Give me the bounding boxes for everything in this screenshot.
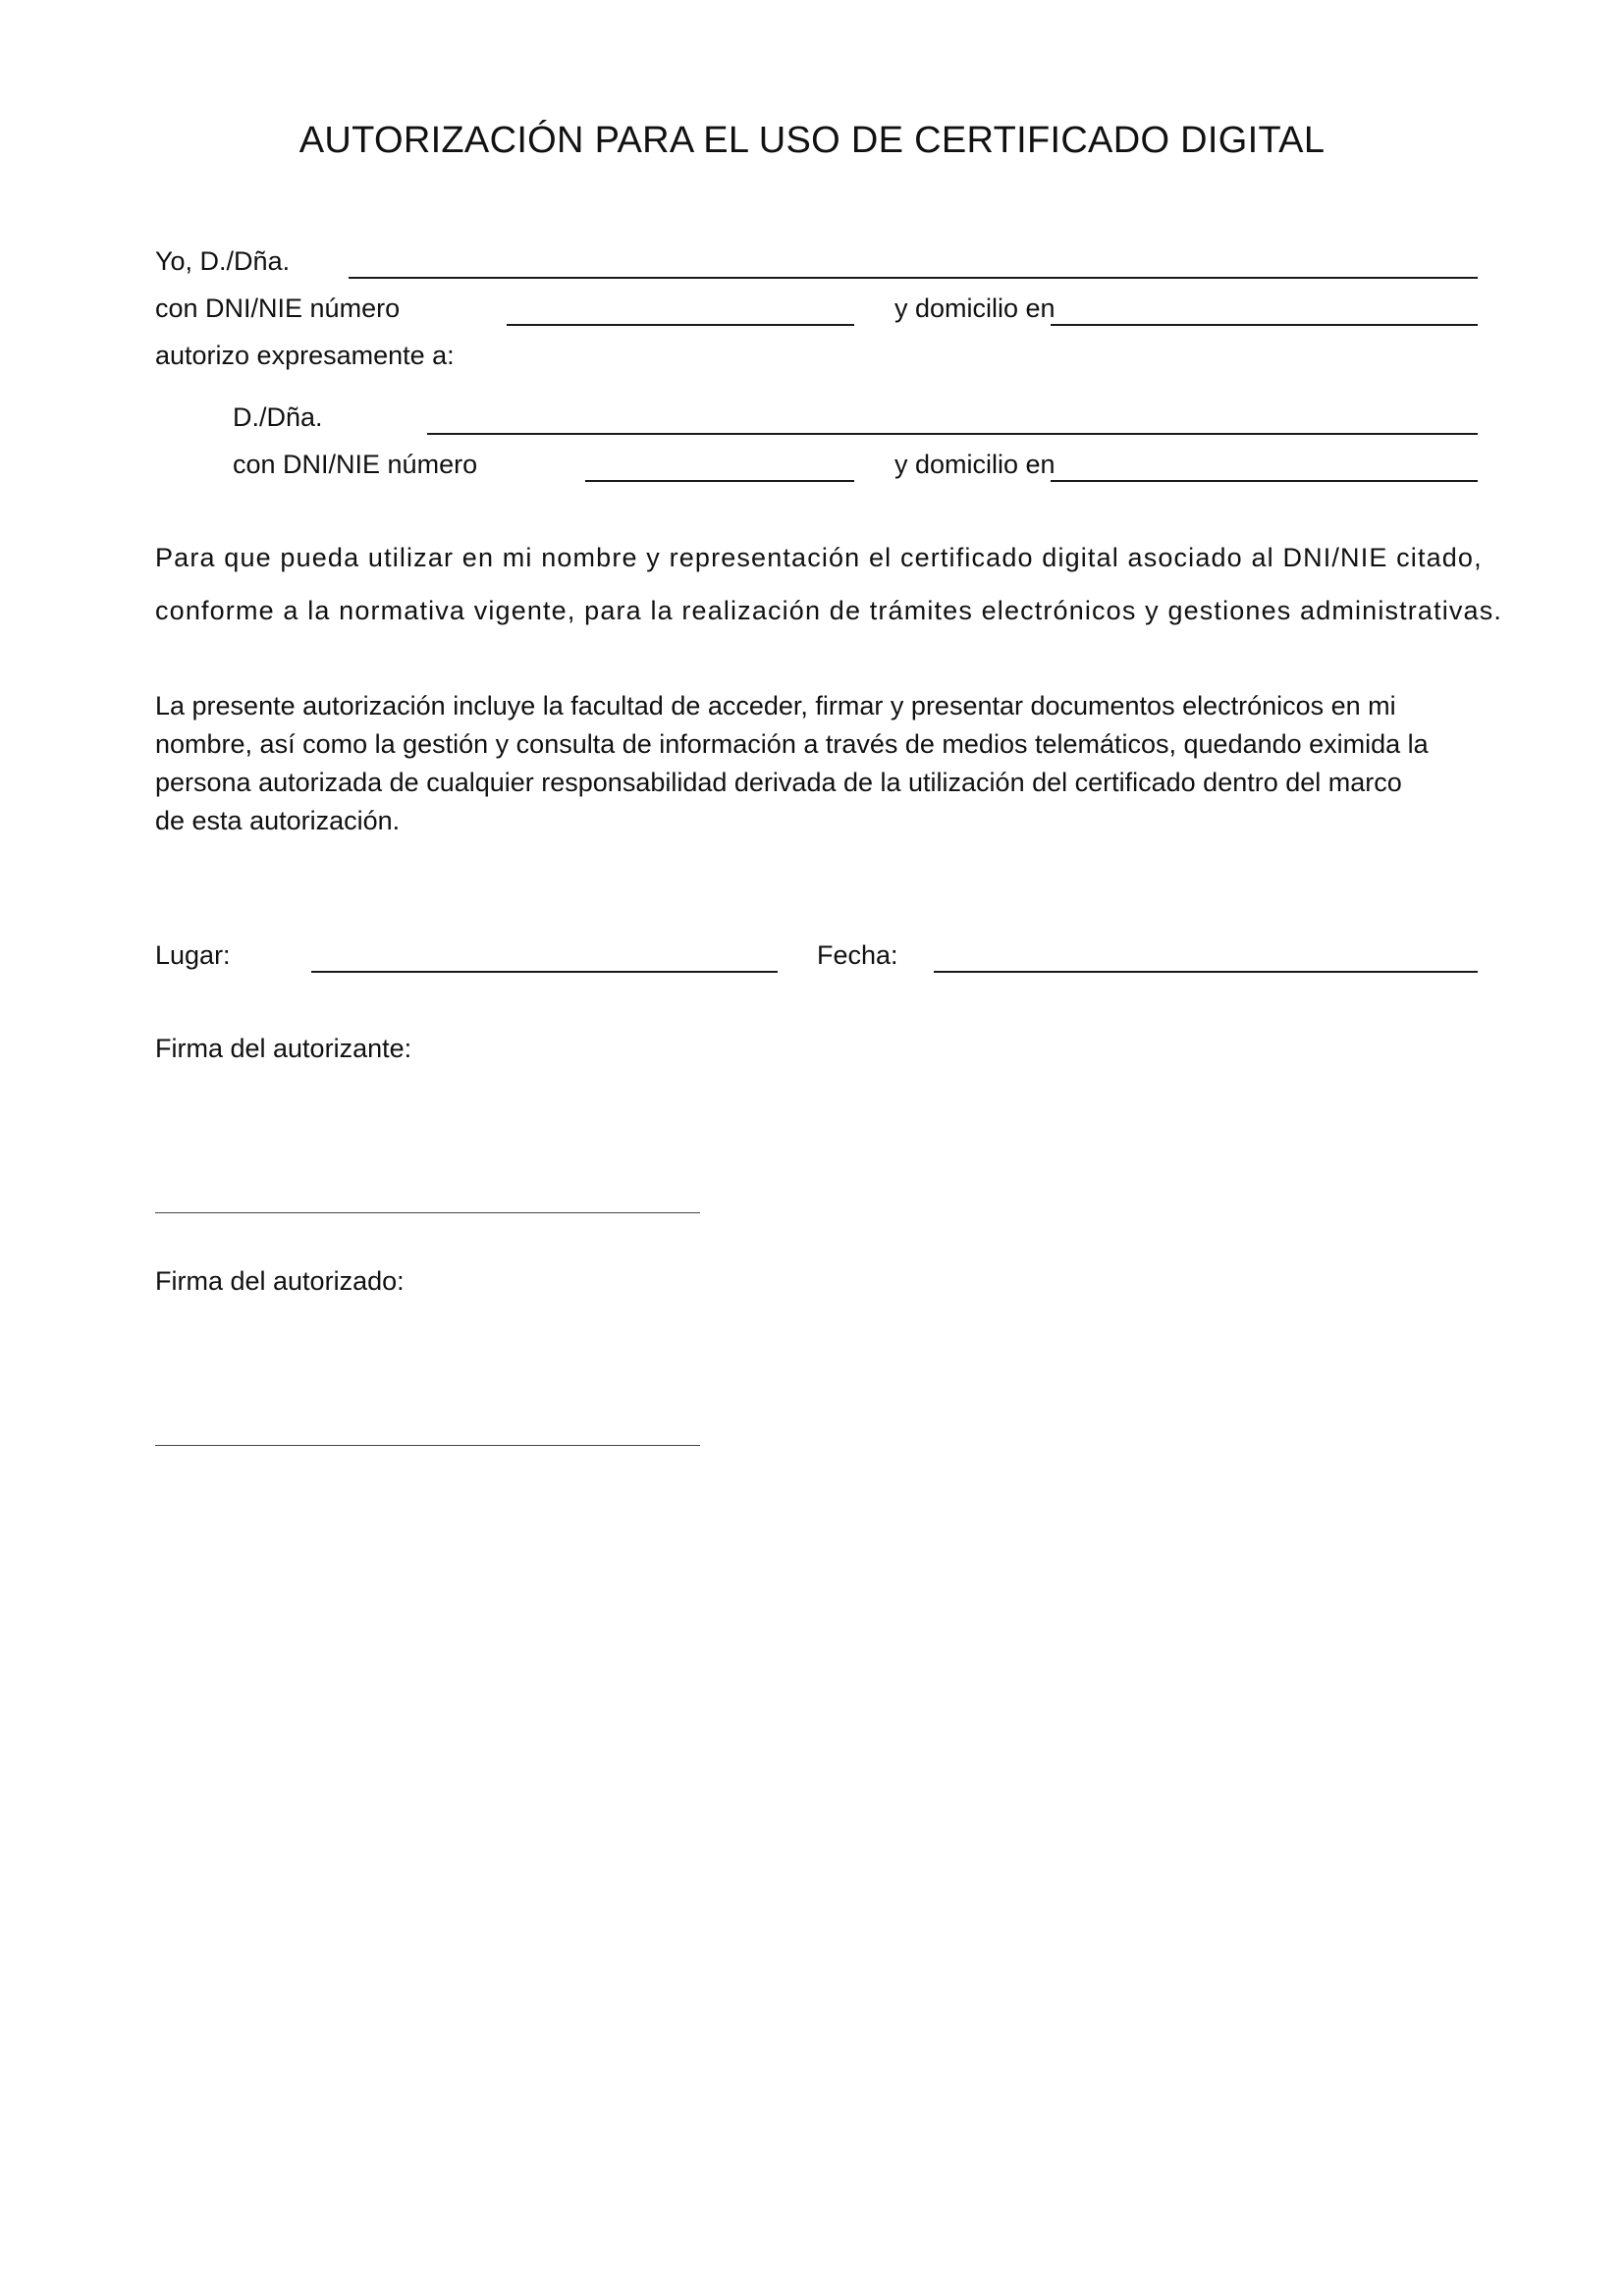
date-label: Fecha: [817,940,898,970]
authorizer-address-field[interactable] [1051,324,1478,326]
date-field[interactable] [934,971,1478,973]
authorizer-name-field[interactable] [349,277,1478,279]
authorizer-signature-line[interactable] [155,1212,700,1213]
scope-paragraph [155,687,1549,840]
authorized-signature-label: Firma del autorizado: [155,1266,405,1296]
authorize-statement: autorizo expresamente a: [155,341,455,370]
purpose-paragraph-line: conforme a la normativa vigente, para la realización de trámites electrónicos y gestiones administrativas. [155,596,1502,625]
authorizer-address-label: y domicilio en [894,294,1056,323]
authorized-signature-line[interactable] [155,1445,700,1446]
purpose-paragraph-line: Para que pueda utilizar en mi nombre y representación el certificado digital asociado al DNI/NIE citado, [155,543,1483,572]
scope-paragraph-line: de esta autorización. [155,806,401,835]
authorized-dni-label: con DNI/NIE número [233,450,478,479]
authorized-address-field[interactable] [1051,480,1478,482]
authorizer-name-label: Yo, D./Dña. [155,246,291,276]
scope-paragraph-line: nombre, así como la gestión y consulta de información a través de medios telemáticos, quedando eximida la [155,729,1429,759]
authorizer-signature-label: Firma del autorizante: [155,1034,412,1063]
authorized-name-label: D./Dña. [233,402,323,432]
document-title: AUTORIZACIÓN PARA EL USO DE CERTIFICADO DIGITAL [298,120,1326,161]
authorizer-dni-field[interactable] [507,324,854,326]
scope-paragraph-line: persona autorizada de cualquier responsabilidad derivada de la utilización del certificado dentro del marco [155,768,1402,797]
authorizer-dni-label: con DNI/NIE número [155,294,401,323]
authorized-dni-field[interactable] [585,480,854,482]
place-field[interactable] [311,971,778,973]
authorized-address-label: y domicilio en [894,450,1056,479]
place-label: Lugar: [155,940,231,970]
scope-paragraph-line: La presente autorización incluye la facultad de acceder, firmar y presentar documentos electrónicos en mi [155,691,1396,721]
authorized-name-field[interactable] [427,433,1478,435]
